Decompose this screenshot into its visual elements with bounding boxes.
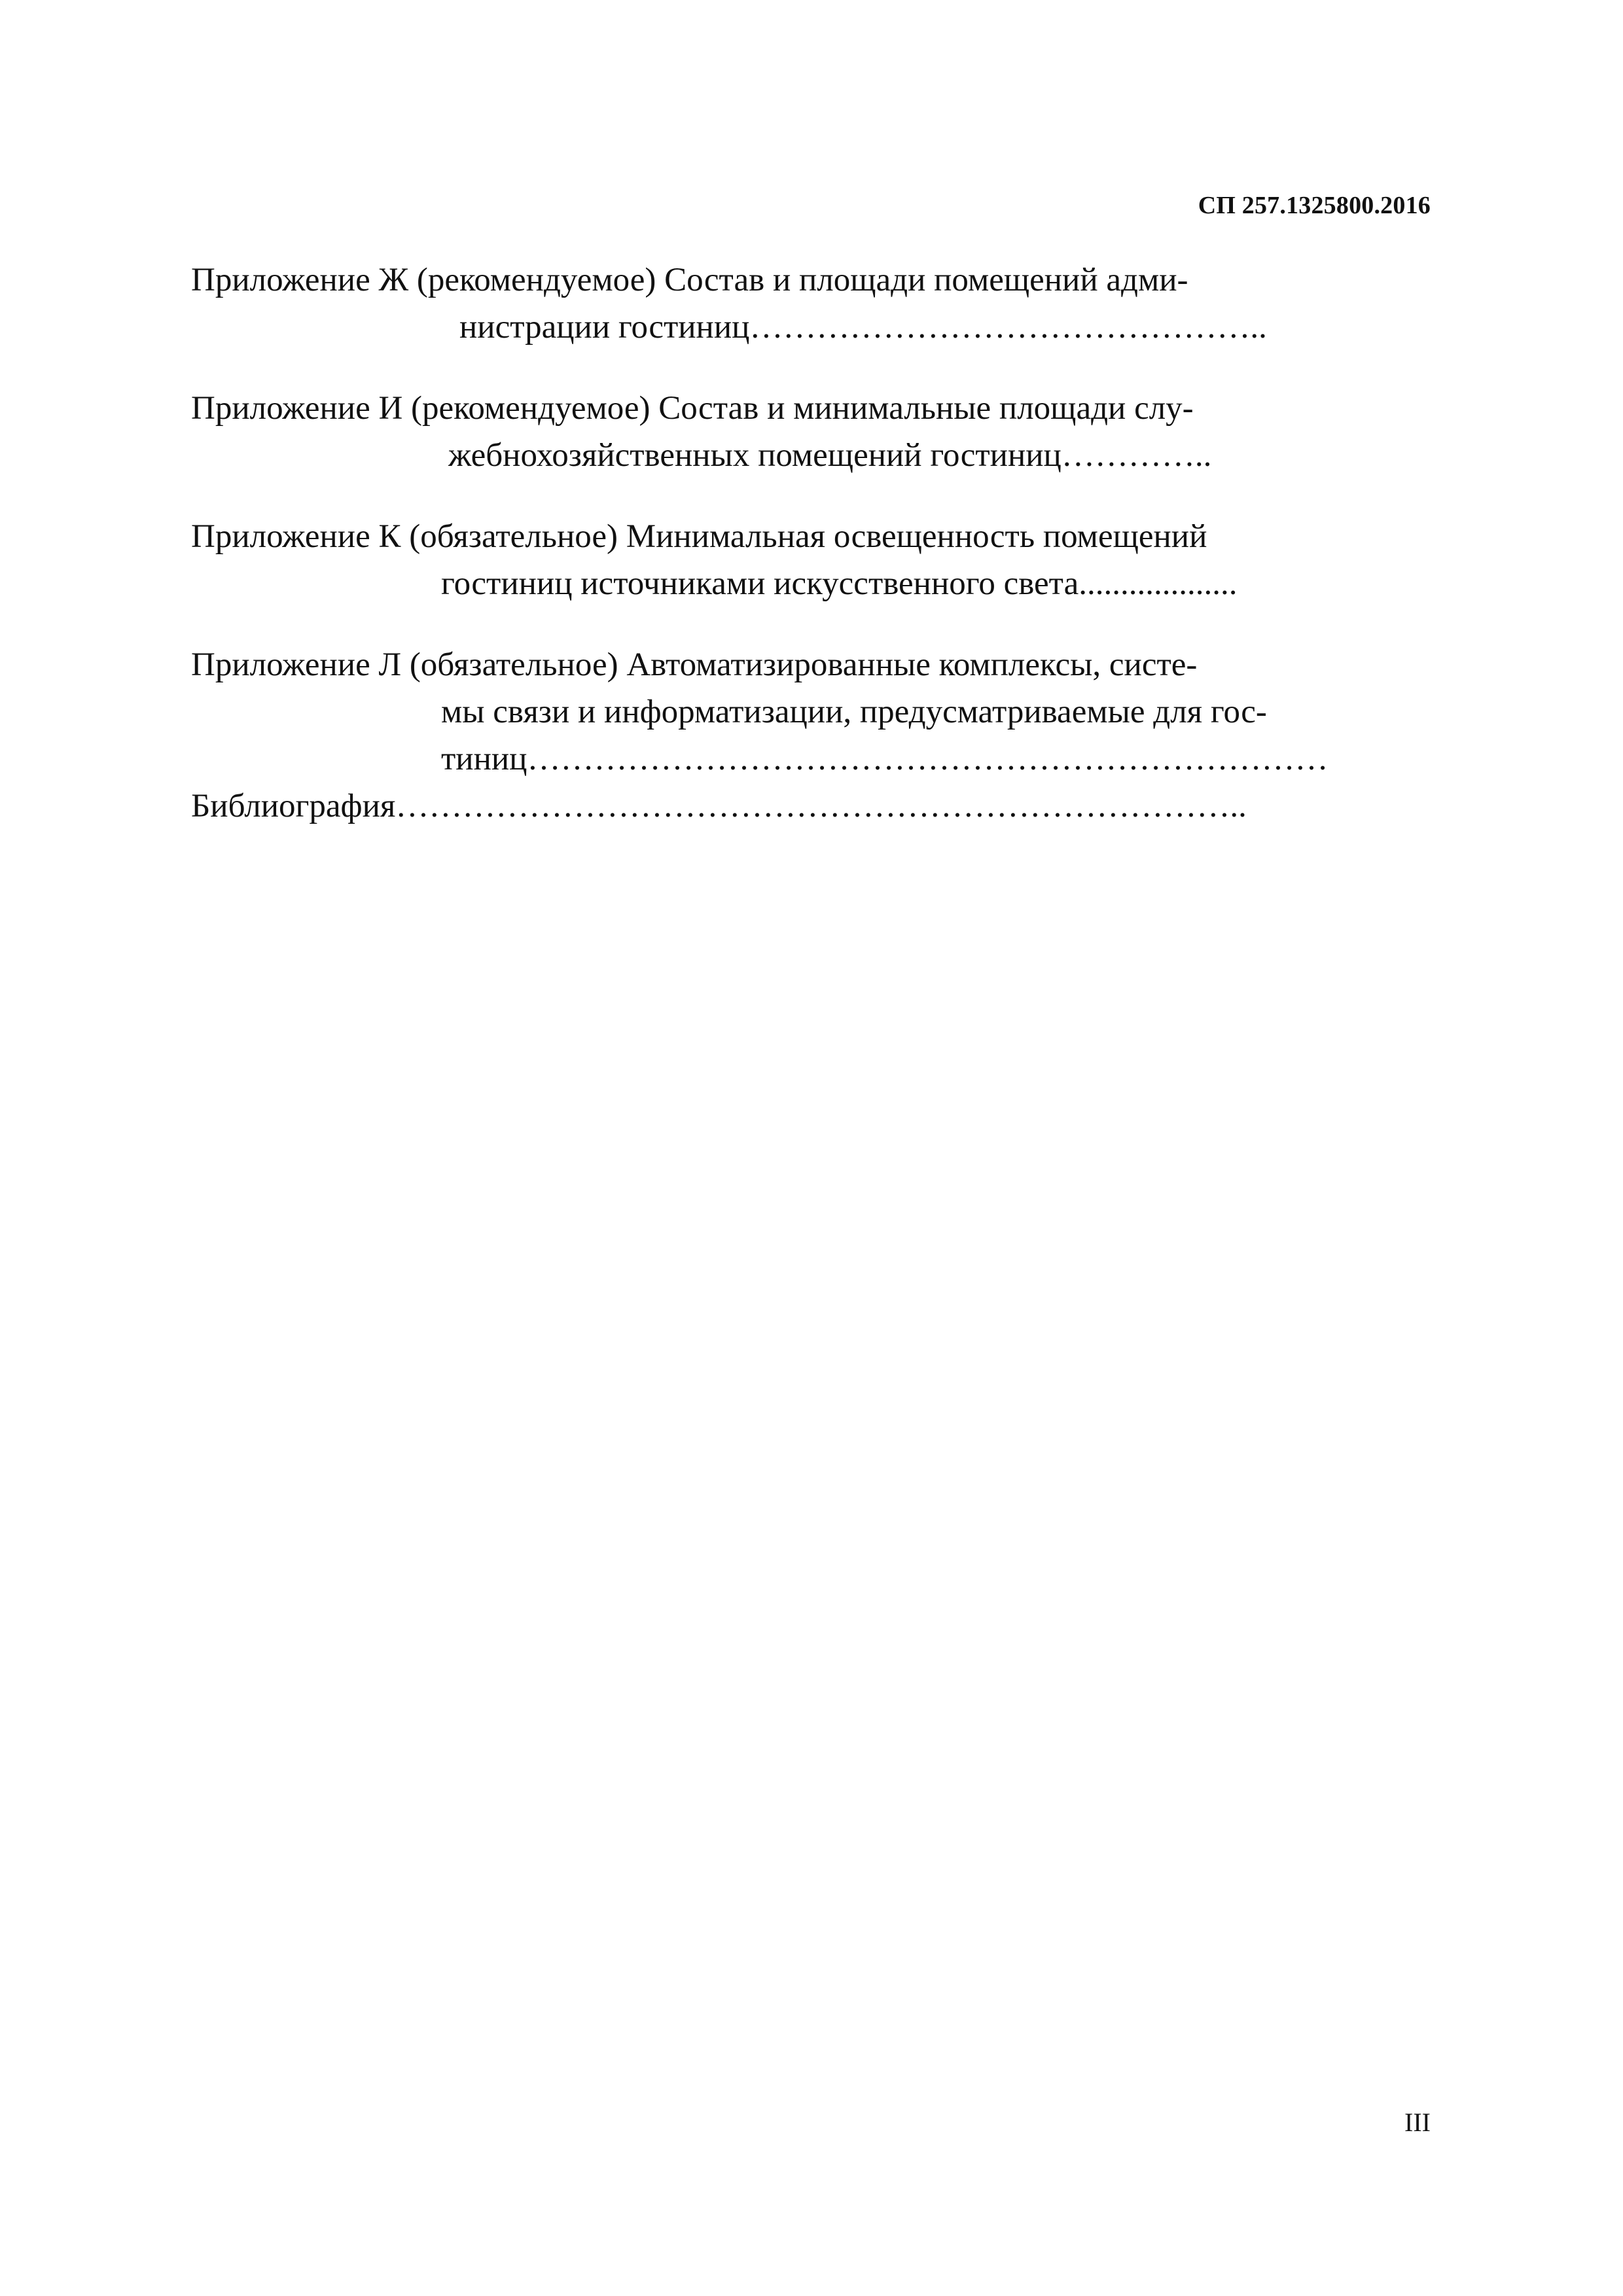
toc-line: Приложение Л (обязательное) Автоматизированные комплексы, систе- (191, 646, 1198, 683)
document-code: СП 257.1325800.2016 (1198, 192, 1431, 219)
toc-line: Приложение К (обязательное) Минимальная освещенность помещений (191, 518, 1207, 555)
page-number: III (1404, 2108, 1431, 2137)
toc-line: Приложение И (рекомендуемое) Состав и минимальные площади слу- (191, 390, 1194, 427)
toc-entry-appendix-k[interactable] (191, 513, 1421, 607)
toc-line: мы связи и информатизации, предусматриваемые для гос- (441, 694, 1267, 730)
toc-line: Библиография………………………………………………………………….. (191, 788, 1247, 824)
toc-line: жебнохозяйственных помещений гостиниц………….. (448, 437, 1212, 474)
toc-line: нистрации гостиниц……………………………………….. (459, 309, 1267, 345)
toc-line: Приложение Ж (рекомендуемое) Состав и площади помещений адми- (191, 262, 1188, 298)
toc-entry-appendix-i[interactable] (191, 385, 1421, 479)
toc-entry-appendix-zh[interactable] (191, 256, 1421, 351)
toc-entry-bibliography[interactable] (191, 783, 1421, 830)
toc-entry-appendix-l[interactable] (191, 641, 1421, 783)
toc-line: тиниц……………………………………………………………… (441, 741, 1329, 777)
table-of-contents (191, 256, 1421, 830)
toc-line: гостиниц источниками искусственного света................... (441, 565, 1238, 602)
